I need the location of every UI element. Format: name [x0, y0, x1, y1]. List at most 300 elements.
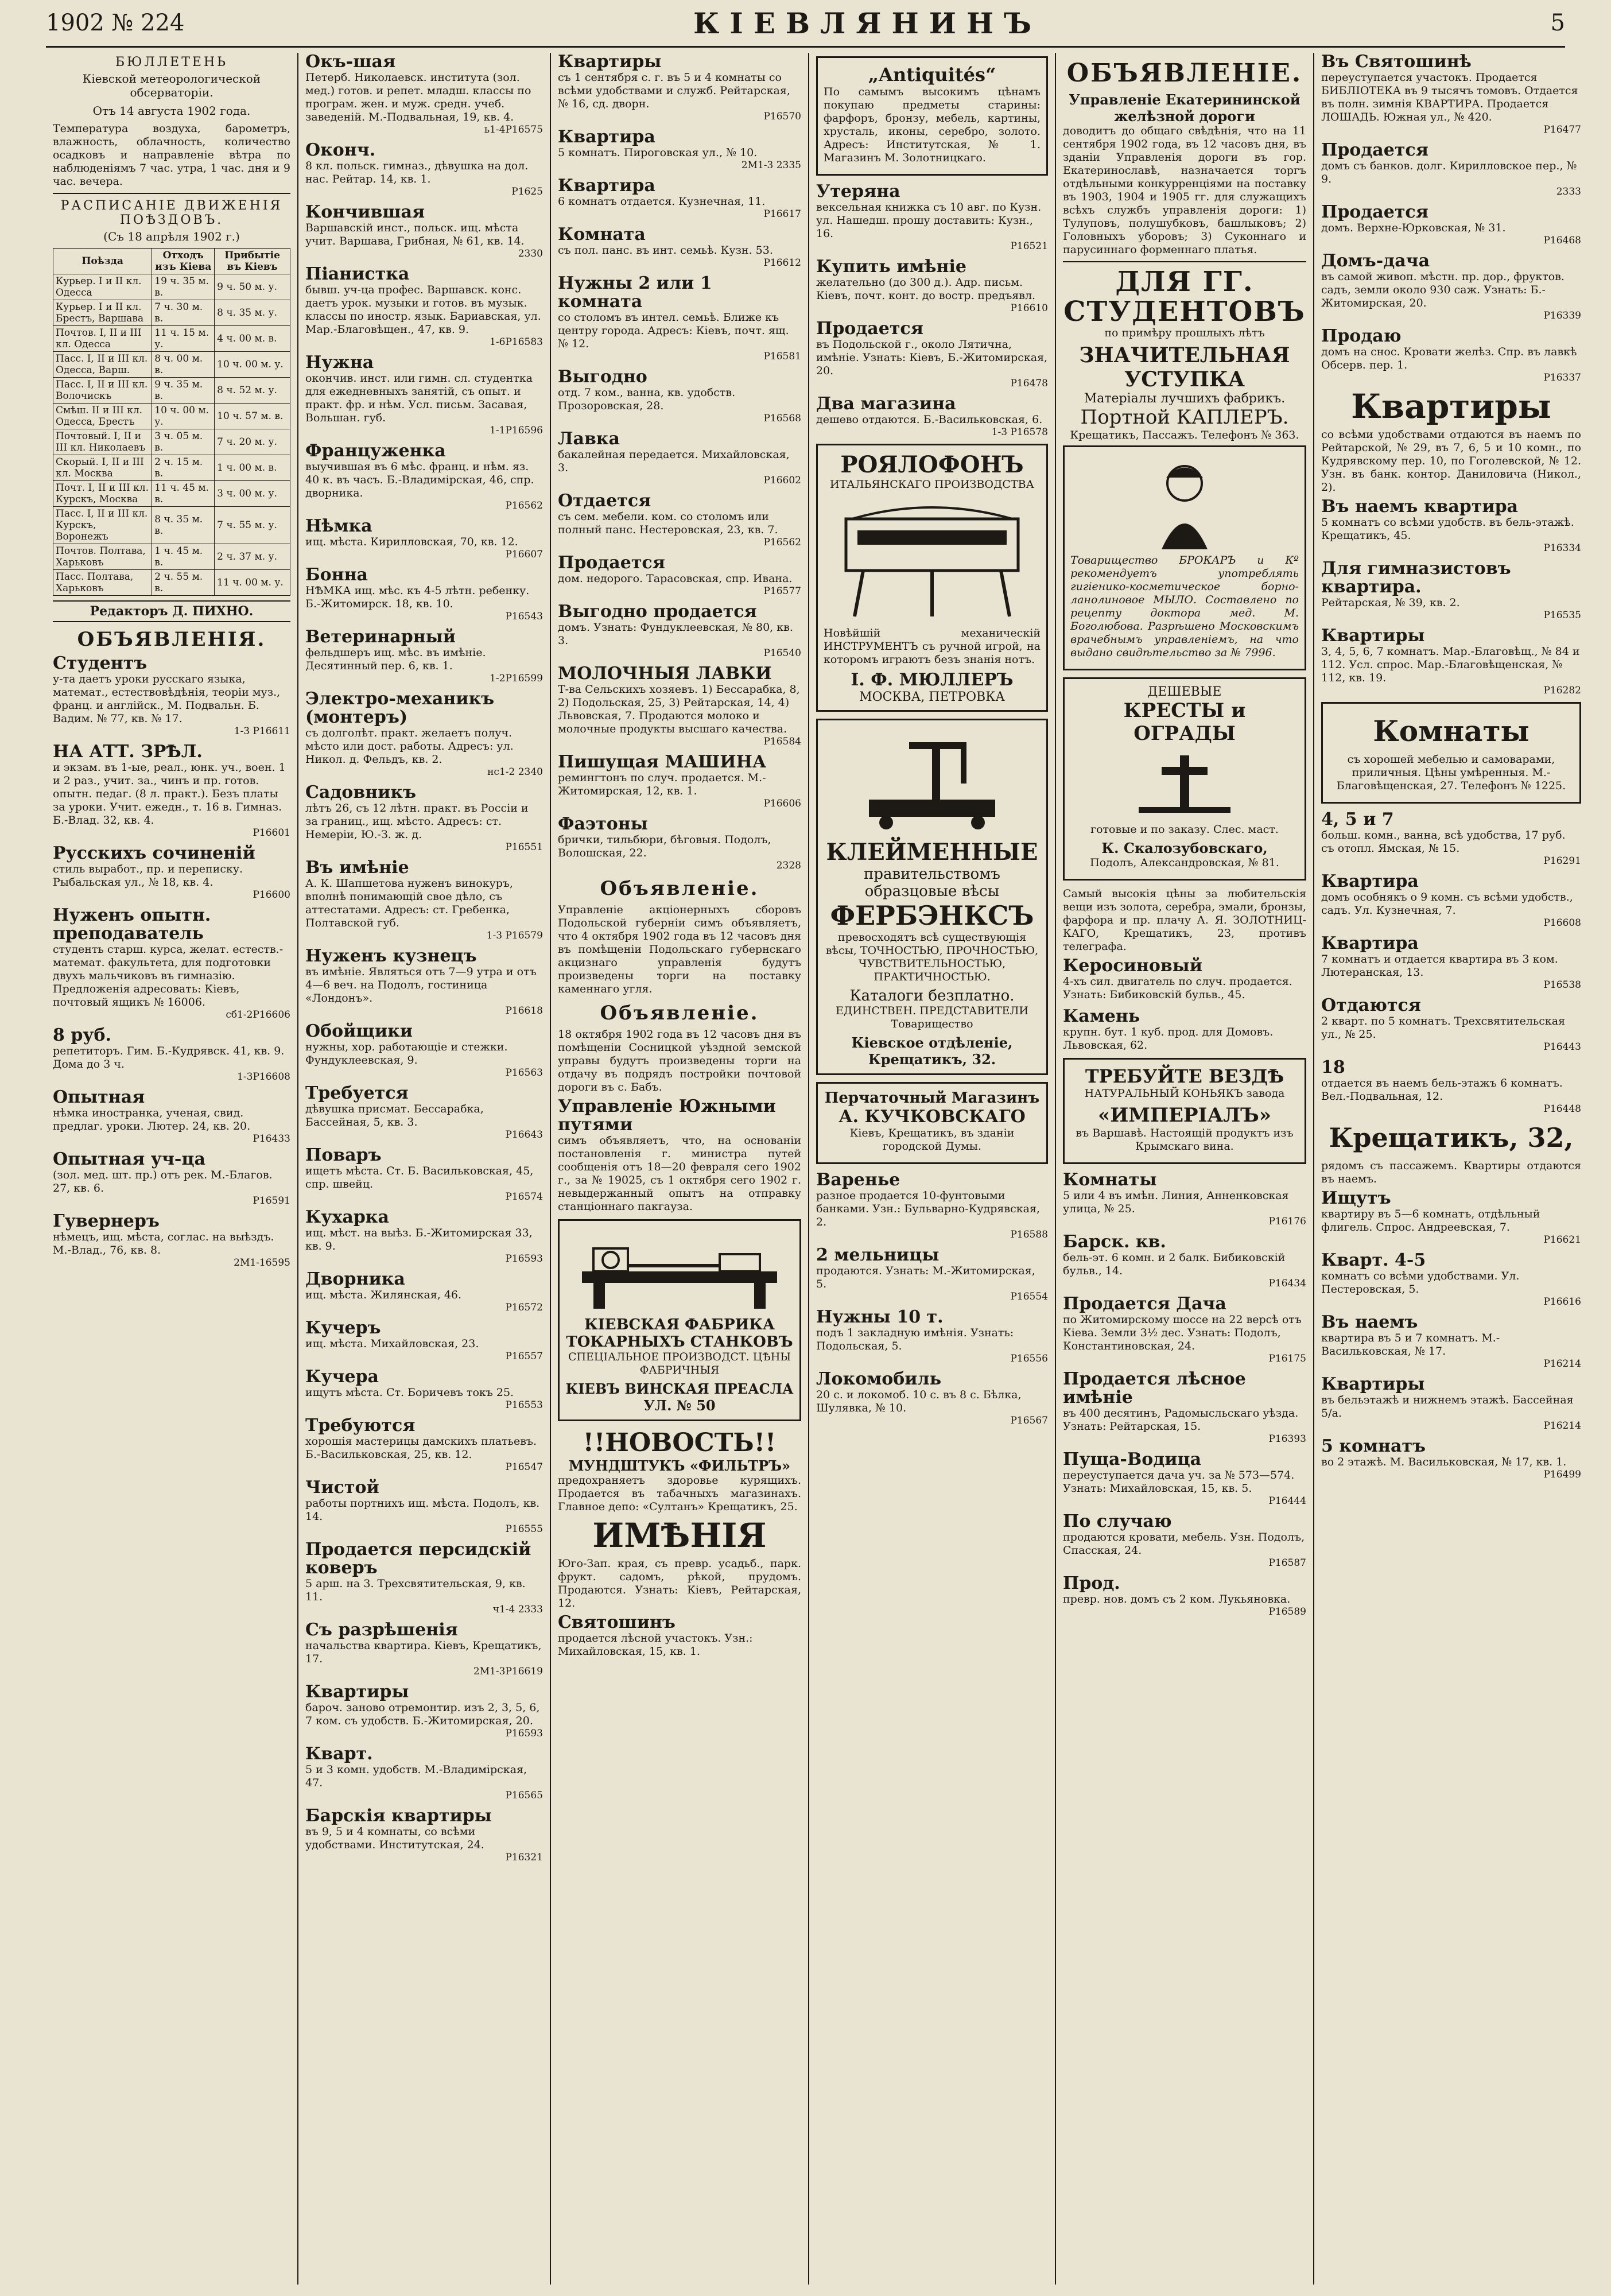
table-row: [53, 507, 290, 544]
ad-heading: Фаэтоны: [558, 814, 648, 834]
ad-heading: Барск. кв.: [1063, 1232, 1166, 1252]
classified-ad: [1063, 1370, 1306, 1445]
ad-code: Р16577: [763, 585, 801, 597]
ad-code: Р16554: [1010, 1291, 1048, 1302]
ad-code: сб1-2Р16606: [226, 1009, 290, 1021]
ad-heading: Опытная: [53, 1087, 145, 1107]
lathe-illustration-icon: [570, 1231, 789, 1312]
ad-heading: Нѣмка: [305, 516, 372, 536]
ad-heading: Кончившая: [305, 202, 425, 222]
students-materials: Матеріалы лучшихъ фабрикъ.: [1084, 391, 1286, 406]
ad-heading: Кухарка: [305, 1207, 389, 1227]
ad-code: Р16540: [763, 647, 801, 659]
ads-list: [1321, 53, 1581, 383]
ad-text: ищутъ мѣста. Ст. Боричевъ токъ 25.: [305, 1386, 514, 1399]
ad-text: подъ 1 закладную имѣнія. Узнать: Подольская, 5.: [816, 1327, 1014, 1352]
students-subtitle: по примѣру прошлыхъ лѣтъ: [1104, 327, 1265, 339]
ad-heading: Дворника: [305, 1269, 405, 1289]
table-row: [53, 570, 290, 596]
ad-heading: Продается персидскій коверъ: [305, 1539, 531, 1578]
table-cell: 3 ч. 00 м. у.: [215, 481, 290, 507]
ad-code: 2М1-3Р16619: [473, 1666, 543, 1677]
ad-text: окончив. инст. или гимн. сл. студентка для ежедневныхъ занятій, съ опыт. и практ. фр. и нѣм. Усл. письм. Засавая, Вольшан. губ.: [305, 372, 533, 424]
classified-ad: [305, 203, 543, 259]
ad-heading: Домъ-дача: [1321, 251, 1430, 271]
issue-number: 1902 № 224: [46, 10, 185, 36]
ad-code: нс1-2 2340: [487, 766, 543, 778]
ad-heading: Купить имѣніе: [816, 257, 966, 277]
table-cell: Почт. I, II и III кл. Курскъ, Москва: [53, 481, 152, 507]
ad-text: 8 кл. польск. гимназ., дѣвушка на дол. нас. Рейтар. 14, кв. 1.: [305, 160, 529, 185]
ad-code: Р16643: [505, 1129, 543, 1141]
ad-code: 1-6Р16583: [490, 336, 543, 348]
ad-text: ищ. мѣста. Кирилловская, 70, кв. 12.: [305, 536, 518, 548]
ad-code: Р16565: [505, 1790, 543, 1801]
ad-text: съ 1 сентября с. г. въ 5 и 4 комнаты со всѣми удобствами и служб. Рейтарская, № 16, сд. дворн.: [558, 71, 790, 110]
ad-text: (зол. мед. шт. пр.) отъ рек. М.-Благов. 27, кв. 6.: [53, 1169, 273, 1194]
ad-code: 1-2Р16599: [490, 673, 543, 684]
ad-code: Р16617: [763, 208, 801, 220]
classified-ad: [1321, 1375, 1581, 1432]
table-row: [53, 274, 290, 300]
table-cell: 11 ч. 45 м. в.: [152, 481, 215, 507]
ad-code: 2328: [776, 860, 801, 871]
ad-text: по Житомирскому шоссе на 22 версѣ отъ Кіева. Земли 3½ дес. Узнать: Подолъ, Константиновская, 24.: [1063, 1313, 1302, 1352]
ad-text: 2 кварт. по 5 комнатъ. Трехсвятительская ул., № 25.: [1321, 1015, 1566, 1041]
classified-ad: [305, 566, 543, 622]
svyatoshin-text: продается лѣсной участокъ. Узн.: Михайловская, 15, кв. 1.: [558, 1632, 753, 1658]
classified-ad: [305, 1146, 543, 1203]
ad-text: съ сем. мебели. ком. со столомъ или полный панс. Нестеровская, 23, кв. 7.: [558, 510, 778, 536]
classified-ad: [53, 654, 290, 737]
glove-shop-title: Перчаточный Магазинъ: [824, 1089, 1040, 1107]
lathe-address: КІЕВЪ ВИНСКАЯ ПРЕАСЛА УЛ. № 50: [565, 1380, 794, 1414]
glove-shop-name: А. КУЧКОВСКАГО: [839, 1107, 1026, 1127]
ad-code: Р16574: [505, 1191, 543, 1203]
table-cell: Пасс. I, II и III кл. Волочискъ: [53, 378, 152, 404]
ad-text: ищетъ мѣста. Ст. Б. Васильковская, 45, спр. швейц.: [305, 1165, 534, 1190]
masthead: [46, 0, 1565, 48]
students-discount: ЗНАЧИТЕЛЬНАЯ УСТУПКА: [1079, 343, 1290, 391]
divider: [1063, 261, 1306, 262]
ad-text: бель-эт. 6 комн. и 2 балк. Бибиковскій бульв., 14.: [1063, 1251, 1286, 1277]
classified-ad: [1321, 1058, 1581, 1115]
table-cell: 19 ч. 35 м. в.: [152, 274, 215, 300]
ad-heading: Варенье: [816, 1170, 900, 1190]
ad-heading: Кварт.: [305, 1744, 373, 1764]
ads-list: [816, 183, 1048, 438]
table-row: [53, 352, 290, 378]
classified-ad: [816, 395, 1048, 438]
table-header-cell: Поѣзда: [53, 249, 152, 274]
table-header-cell: Отходъ изъ Кіева: [152, 249, 215, 274]
fairbanks-scales-ad: [816, 719, 1048, 1075]
table-cell: 10 ч. 57 м. в.: [215, 404, 290, 429]
classified-ad: [816, 320, 1048, 389]
svyatoshin-ad: [558, 1614, 801, 1658]
ad-text: 6 комнатъ отдается. Кузнечная, 11.: [558, 195, 766, 208]
table-row: [53, 544, 290, 570]
table-cell: 9 ч. 50 м. у.: [215, 274, 290, 300]
ad-code: 2М1-16595: [234, 1257, 290, 1269]
bulletin-text: Температура воздуха, барометръ, влажность, облачность, количество осадковъ и направленіе вѣтра по наблюденіямъ 7 час. утра, 1 час. дня и 9 час. вечера.: [53, 122, 290, 188]
ad-text: ищ. мѣста. Жилянская, 46.: [305, 1289, 462, 1301]
ad-code: Р16591: [253, 1195, 290, 1207]
ad-heading: Комнаты: [1063, 1170, 1157, 1190]
ad-code: Р16572: [505, 1302, 543, 1313]
table-cell: Почтовый. I, II и III кл. Николаевъ: [53, 429, 152, 455]
classified-ad: [558, 430, 801, 486]
ad-code: Р16563: [505, 1067, 543, 1079]
ad-code: Р1625: [511, 186, 543, 197]
ad-code: Р16616: [1543, 1296, 1581, 1308]
ad-code: Р16601: [253, 827, 290, 839]
ad-text: студенть старш. курса, желат. естеств.-математ. факультета, для подготовки двухъ мальчиковъ въ гимназію. Предложенія адресовать: Кіевъ, почтовый ящикъ № 16006.: [53, 943, 284, 1009]
estate-title: ИМѢНІЯ: [592, 1516, 767, 1555]
ad-code: Р16589: [1268, 1606, 1306, 1618]
ad-heading: Квартиры: [1321, 1374, 1425, 1394]
ad-heading: Квартира: [1321, 871, 1419, 891]
page-number: 5: [1550, 10, 1565, 36]
ad-heading: Продается: [816, 319, 923, 339]
classified-ad: [558, 603, 801, 659]
crosses-ad: [1063, 677, 1306, 881]
classified-ad: [816, 258, 1048, 314]
ad-text: нужны, хор. работающіе и стежки. Фундуклеевская, 9.: [305, 1041, 508, 1066]
crosses-address: Подолъ, Александровская, № 81.: [1090, 856, 1279, 869]
ad-code: Р16618: [505, 1005, 543, 1017]
classified-ad: [1321, 1437, 1581, 1480]
table-cell: Курьер. I и II кл. Брестъ, Варшава: [53, 300, 152, 326]
classified-ad: [53, 1088, 290, 1145]
column-3: [551, 53, 809, 2285]
ad-text: ищ. мѣста. Михайловская, 23.: [305, 1337, 479, 1350]
ad-text: домъ особнякъ о 9 комн. съ всѣми удобств., садъ. Ул. Кузнечная, 7.: [1321, 891, 1573, 917]
stone-text: крупн. бут. 1 куб. прод. для Домовъ. Львовская, 62.: [1063, 1026, 1274, 1052]
ad-text: квартира въ 5 и 7 комнатъ. М.-Васильковская, № 17.: [1321, 1332, 1500, 1358]
notice-title: Объявленіе.: [600, 1002, 759, 1025]
classified-ad: [1321, 327, 1581, 383]
table-cell: 9 ч. 35 м. в.: [152, 378, 215, 404]
classified-ad: [558, 274, 801, 362]
ad-text: вексельная книжка съ 10 авг. по Кузн. ул. Нашедш. прошу доставить: Кузн., 16.: [816, 201, 1042, 240]
lathe-factory-ad: [558, 1219, 801, 1421]
column-4: [809, 53, 1056, 2285]
classified-ad: [305, 628, 543, 684]
ad-code: 2333: [1556, 186, 1581, 197]
classified-ad: [53, 906, 290, 1021]
students-title: ДЛЯ ГГ. СТУДЕНТОВЪ: [1063, 266, 1306, 328]
table-row: [53, 326, 290, 352]
ad-heading: По случаю: [1063, 1511, 1172, 1531]
classified-ad: [305, 784, 543, 853]
kreshchatik-title: Крещатикъ, 32,: [1329, 1122, 1574, 1153]
classified-ad: [1321, 252, 1581, 321]
table-cell: Пасс. I, II и III кл. Одесса, Варш.: [53, 352, 152, 378]
crosses-title: КРЕСТЫ и ОГРАДЫ: [1123, 699, 1246, 745]
ad-heading: Выгодно продается: [558, 602, 757, 622]
classified-ad: [305, 1084, 543, 1141]
ads-list: [1321, 810, 1581, 1115]
ad-text: Рейтарская, № 39, кв. 2.: [1321, 596, 1460, 609]
ad-text: разное продается 10-фунтовыми банками. Узн.: Бульварно-Кудрявская, 2.: [816, 1189, 1040, 1228]
ad-heading: МОЛОЧНЫЯ ЛАВКИ: [558, 664, 772, 684]
ad-code: Р16567: [1010, 1415, 1048, 1426]
editor-line: Редакторъ Д. ПИХНО.: [53, 600, 290, 622]
ad-text: въ самой живоп. мѣстн. пр. дор., фруктов. садъ, земли около 930 саж. Узнать: Б.-Житомирская, 20.: [1321, 270, 1565, 309]
ad-heading: Піанистка: [305, 264, 410, 284]
ad-heading: Кучеръ: [305, 1318, 381, 1338]
crosses-maker: К. Скалозубовскаго,: [1101, 840, 1268, 856]
ad-text: 5 комнатъ. Пироговская ул., № 10.: [558, 146, 758, 159]
ad-code: Р16337: [1543, 372, 1581, 383]
ad-code: Р16499: [1543, 1469, 1581, 1480]
rooms-text: съ хорошей мебелью и самоварами, приличныя. Цѣны умѣренныя. М.-Благовѣщенская, 27. Телефонъ № 1225.: [1336, 753, 1566, 792]
kerosene-title: Керосиновый: [1063, 956, 1203, 976]
ad-text: НѢМКА ищ. мѣс. къ 4-5 лѣтн. ребенку. Б.-Житомирск. 18, кв. 10.: [305, 584, 530, 610]
notice-text: доводитъ до общаго свѣдѣнія, что на 11 сентября 1902 года, въ 12 часовъ дня, въ зданіи Управленія дороги въ гор. Екатеринославѣ, назначается торгъ отдѣльными конкурренціями на поставку въ 1903, 1904 и 1905 гг. для служащихъ всѣхъ службъ управленія дороги: 1) Тулуповъ, полушубковъ, башлыковъ; 2) Головныхъ уборовъ; 3) Суконнаго и парусиннаго форменнаго платья.: [1063, 125, 1306, 256]
table-cell: Почтов. I, II и III кл. Одесса: [53, 326, 152, 352]
ad-code: Р16581: [763, 351, 801, 362]
ad-code: 1-1Р16596: [490, 425, 543, 436]
classified-ad: [1321, 934, 1581, 991]
cognac-text: въ Варшавѣ. Настоящій продуктъ изъ Крымскаго вина.: [1076, 1127, 1294, 1153]
ad-heading: 8 руб.: [53, 1025, 111, 1045]
classified-ad: [305, 1208, 543, 1265]
table-cell: 8 ч. 52 м. у.: [215, 378, 290, 404]
table-cell: 1 ч. 45 м. в.: [152, 544, 215, 570]
classified-ad: [1321, 627, 1581, 696]
schedule-title: РАСПИСАНІЕ ДВИЖЕНІЯ ПОѢЗДОВЪ.: [60, 199, 283, 227]
ad-heading: Опытная уч-ца: [53, 1149, 205, 1169]
ad-code: Р16602: [763, 475, 801, 486]
ads-list: [305, 53, 543, 1863]
table-cell: Пасс. Полтава, Харьковъ: [53, 570, 152, 596]
rail-notice: [558, 1097, 801, 1213]
table-cell: 7 ч. 30 м. в.: [152, 300, 215, 326]
ad-code: Р16555: [505, 1523, 543, 1535]
ad-text: въ имѣніе. Являться отъ 7—9 утра и отъ 4—6 веч. на Подолъ, гостиница «Лондонъ».: [305, 965, 537, 1004]
table-cell: Пасс. I, II и III кл. Курскъ, Воронежъ: [53, 507, 152, 544]
table-cell: 8 ч. 35 м. в.: [152, 507, 215, 544]
classified-ad: [558, 226, 801, 269]
ad-code: Р16521: [1010, 241, 1048, 252]
ad-heading: Продается лѣсное имѣніе: [1063, 1369, 1246, 1407]
brocard-soap-text: Товарищество БРОКАРЪ и Кº рекомендуетъ употреблять гигіенико-косметическое борно-ланолиновое МЫЛО. Составлено по рецепту доктора мед. М. Боголюбова. Разрѣшено Московскимъ врачебнымъ управленіемъ, на что выдано свидѣтельство за № 7996.: [1070, 554, 1299, 659]
ad-heading: 2 мельницы: [816, 1245, 940, 1265]
ad-text: съ пол. панс. въ инт. семьѣ. Кузн. 53.: [558, 244, 773, 257]
ad-text: начальства квартира. Кіевъ, Крещатикъ, 17.: [305, 1639, 542, 1665]
ad-code: Р16612: [763, 257, 801, 269]
ad-text: квартиру въ 5—6 комнатъ, отдѣльный флигель. Спрос. Андреевская, 7.: [1321, 1208, 1540, 1234]
ad-text: отд. 7 ком., ванна, кв. удобств. Прозоровская, 28.: [558, 386, 736, 412]
ad-heading: Для гимназистовъ квартира.: [1321, 559, 1511, 597]
ad-heading: Выгодно: [558, 367, 647, 387]
ad-code: Р16562: [763, 537, 801, 548]
table-cell: 10 ч. 00 м. у.: [152, 404, 215, 429]
ad-heading: Продаю: [1321, 326, 1402, 346]
classified-ad: [558, 492, 801, 548]
brocard-soap-ad: [1063, 445, 1306, 670]
classified-ad: [1063, 1450, 1306, 1507]
classified-ad: [1321, 996, 1581, 1053]
ad-text: желательно (до 300 д.). Адр. письм. Кіевъ, почт. конт. до востр. предъявл.: [816, 276, 1036, 302]
estate-text: Юго-Зап. края, съ превр. усадьб., парк. фрукт. садомъ, рѣкой, прудомъ. Продаются. Узнать: Кіевъ, Рейтарская, 12.: [558, 1557, 801, 1609]
ad-code: Р16321: [505, 1852, 543, 1863]
kreshchatik-text: рядомъ съ пассажемъ. Квартиры отдаются въ наемъ.: [1321, 1159, 1581, 1185]
ad-heading: Русскихъ сочиненій: [53, 843, 255, 863]
cognac-title: ТРЕБУЙТЕ ВЕЗДѢ: [1085, 1065, 1284, 1087]
classified-ad: [305, 1745, 543, 1801]
students-address: Крещатикъ, Пассажъ. Телефонъ № 363.: [1070, 429, 1299, 441]
ad-text: дешево отдаются. Б.-Васильковская, 6.: [816, 413, 1043, 426]
train-schedule-table: [53, 248, 290, 596]
ad-heading: Обойщики: [305, 1021, 413, 1041]
classified-ad: [305, 442, 543, 511]
ad-code: 1-3 Р16611: [234, 726, 290, 737]
ad-text: въ 400 десятинъ, Радомысльскаго уѣзда. Узнать: Рейтарская, 15.: [1063, 1407, 1299, 1433]
ad-heading: Электро-механикъ (монтеръ): [305, 689, 495, 727]
ad-text: во 2 этажѣ. М. Васильковская, № 17, кв. 1.: [1321, 1456, 1567, 1468]
table-cell: 11 ч. 15 м. у.: [152, 326, 215, 352]
ad-code: Р16339: [1543, 310, 1581, 321]
ad-heading: Прод.: [1063, 1573, 1120, 1593]
ad-code: Р16568: [763, 413, 801, 424]
ad-text: Т-ва Сельскихъ хозяевъ. 1) Бессарабка, 8, 2) Подольская, 25, 3) Рейтарская, 14, 4) Львовская, 7. Продаются молоко и молочные продукты высшаго качества.: [558, 683, 800, 735]
classified-ad: [558, 368, 801, 424]
ad-text: переуступается участокъ. Продается БИБЛІОТЕКА въ 9 тысячъ томовъ. Отдается въ полн. зимнія КВАРТИРА. Продается ЛОШАДЬ. Южная ул., № 420.: [1321, 71, 1578, 123]
ad-heading: Комната: [558, 224, 646, 245]
ad-text: Петерб. Николаевск. института (зол. мед.) готов. и репет. младш. классы по програм. жен. и муж. средн. учеб. заведеній. М.-Подвальная, 19, кв. 4.: [305, 71, 531, 123]
ad-text: 5 арш. на 3. Трехсвятительская, 9, кв. 11.: [305, 1577, 526, 1603]
table-cell: 8 ч. 35 м. у.: [215, 300, 290, 326]
ad-code: Р16175: [1268, 1353, 1306, 1364]
ad-code: Р16584: [763, 736, 801, 747]
royalofon-ad: [816, 444, 1048, 712]
column-5: [1056, 53, 1314, 2285]
ad-text: 20 с. и локомоб. 10 с. въ 8 с. Бѣлка, Шулявка, № 10.: [816, 1389, 1022, 1414]
classified-ad: [305, 53, 543, 135]
ad-heading: Нужны 2 или 1 комната: [558, 273, 712, 312]
classified-ad: [1321, 560, 1581, 621]
ads-list: [1321, 1189, 1581, 1480]
flats-text: со всѣми удобствами отдаются въ наемъ по Рейтарской, № 29, въ 7, 6, 5 и 10 комн., по Кудрявскому пер. 10, по Гоголевской, № 12. Узн. въ банк. контор. Даниловича (Никол., 2).: [1321, 428, 1581, 494]
ad-heading: Барскія квартиры: [305, 1806, 492, 1826]
classified-ad: [53, 1150, 290, 1207]
rooms-title: Комнаты: [1373, 714, 1530, 748]
table-cell: 2 ч. 37 м. у.: [215, 544, 290, 570]
bulletin-title: БЮЛЛЕТЕНЬ: [115, 55, 228, 69]
classified-ad: [1063, 1295, 1306, 1364]
ad-heading: Требуются: [305, 1415, 416, 1436]
ad-code: Р16393: [1268, 1433, 1306, 1445]
ad-code: Р16593: [505, 1253, 543, 1265]
ad-text: выучившая въ 6 мѣс. франц. и нѣм. яз. 40 к. въ часъ. Б.-Владимірская, 46, спр. дворника.: [305, 460, 534, 499]
ad-text: Варшавскій инст., польск. ищ. мѣста учит. Варшава, Грибная, № 61, кв. 14.: [305, 222, 525, 247]
classified-ad: [53, 743, 290, 839]
rooms-ad: [1321, 702, 1581, 804]
royalofon-address: МОСКВА, ПЕТРОВКА: [859, 690, 1005, 704]
ad-heading: Въ наемъ: [1321, 1312, 1418, 1332]
ad-heading: Локомобиль: [816, 1369, 942, 1389]
ad-text: фельдшеръ ищ. мѣс. въ имѣніе. Десятинный пер. 6, кв. 1.: [305, 646, 486, 672]
table-cell: 8 ч. 00 м. в.: [152, 352, 215, 378]
classified-ad: [558, 665, 801, 747]
classified-ad: [558, 177, 801, 220]
lathe-subtitle: СПЕЦІАЛЬНОЕ ПРОИЗВОДСТ. ЦѢНЫ ФАБРИЧНЫЯ: [568, 1351, 791, 1376]
table-row: [53, 429, 290, 455]
classified-ad: [1321, 1313, 1581, 1370]
classified-ad: [305, 690, 543, 778]
ad-heading: Отдается: [558, 491, 651, 511]
ad-heading: Поваръ: [305, 1145, 382, 1165]
cognac-brand: «ИМПЕРІАЛЪ»: [1097, 1104, 1272, 1127]
classified-ad: [305, 517, 543, 560]
classified-ad: [53, 1026, 290, 1083]
ad-text: домъ на снос. Кровати желѣз. Спр. въ лавкѣ Обсерв. пер. 1.: [1321, 346, 1577, 371]
table-cell: Курьер. I и II кл. Одесса: [53, 274, 152, 300]
svyatoshin-title: Святошинъ: [558, 1612, 676, 1632]
kerosene-ad: [1063, 957, 1306, 1002]
classified-ad: [305, 947, 543, 1017]
antiquites-ad: [816, 56, 1048, 176]
ad-heading: Квартира: [558, 127, 655, 147]
table-cell: 1 ч. 00 м. в.: [215, 455, 290, 481]
scales-catalog: Каталоги безплатно.: [849, 987, 1015, 1004]
table-row: [53, 300, 290, 326]
scales-subtitle: правительствомъ образцовые вѣсы: [864, 866, 1000, 900]
ad-heading: Бонна: [305, 565, 368, 585]
classified-ad: [1321, 141, 1581, 197]
crosses-kicker: ДЕШЕВЫЕ: [1147, 685, 1222, 699]
ad-text: стиль выработ., пр. и переписку. Рыбальская ул., № 18, кв. 4.: [53, 863, 243, 889]
ad-heading: Квартиры: [1321, 626, 1425, 646]
ad-code: Р16535: [1543, 610, 1581, 621]
ad-heading: Ищутъ: [1321, 1188, 1391, 1208]
ad-text: репетиторъ. Гим. Б.-Кудрявск. 41, кв. 9. Дома до 3 ч.: [53, 1045, 285, 1071]
royalofon-vendor: І. Ф. МЮЛЛЕРЪ: [851, 670, 1014, 690]
table-cell: Почтов. Полтава, Харьковъ: [53, 544, 152, 570]
ad-heading: Нужны 10 т.: [816, 1307, 944, 1327]
zolotnitsky-text: Самый высокія цѣны за любительскія вещи изъ золота, серебра, эмали, бронзы, фарфора и пр. плачу А. Я. ЗОЛОТНИЦ-КАГО, Крещатикъ, 23, противъ телеграфа.: [1063, 887, 1306, 953]
ad-text: домъ. Верхне-Юрковская, № 31.: [1321, 222, 1506, 234]
classified-ad: [53, 844, 290, 901]
notice-text: Управленіе акціонерныхъ сборовъ Подольской губерніи симъ объявляетъ, что 4 октября 1902 года въ 12 часовъ дня въ помѣщеніи Подольскаго губернскаго акцизнаго управленія будутъ произведены торги на поставку каменнаго угля.: [558, 903, 801, 995]
ad-text: у-та даетъ уроки русскаго языка, математ., естествовѣдѣнія, теоріи муз., франц. и англійск., М. Подвальн. Б. Вадим. № 77, кв. № 17.: [53, 673, 281, 725]
ad-text: нѣмецъ, ищ. мѣста, соглас. на выѣздъ. М.-Влад., 76, кв. 8.: [53, 1231, 274, 1256]
flats-title: Квартиры: [1351, 387, 1551, 426]
ad-heading: Нужна: [305, 352, 374, 373]
ad-code: Р16606: [763, 798, 801, 809]
ad-heading: Гувернеръ: [53, 1211, 160, 1231]
ad-text: нѣмка иностранка, ученая, свид. предлаг. уроки. Лютер. 24, кв. 20.: [53, 1107, 251, 1133]
ad-code: Р16282: [1543, 685, 1581, 696]
classified-ad: [305, 1319, 543, 1362]
ad-heading: НА АТТ. ЗРѢЛ.: [53, 742, 203, 762]
ad-heading: Лавка: [558, 429, 620, 449]
ad-code: Р16468: [1543, 235, 1581, 246]
glove-shop-text: Кіевъ, Крещатикъ, въ зданіи городской Думы.: [849, 1127, 1015, 1153]
classified-ad: [558, 753, 801, 809]
table-cell: 2 ч. 15 м. в.: [152, 455, 215, 481]
ad-code: Р16557: [505, 1351, 543, 1362]
ad-code: Р16433: [253, 1133, 290, 1145]
classified-ad: [305, 1368, 543, 1411]
scales-dealer: ЕДИНСТВЕН. ПРЕДСТАВИТЕЛИ Товарищество: [836, 1004, 1028, 1030]
filter-text: предохраняетъ здоровье курящихъ. Продается въ табачныхъ магазинахъ. Главное депо: «Султанъ» Крещатикъ, 25.: [558, 1474, 801, 1513]
scales-address: Кіевское отдѣленіе, Крещатикъ, 32.: [851, 1034, 1013, 1068]
ad-code: Р16543: [505, 611, 543, 622]
